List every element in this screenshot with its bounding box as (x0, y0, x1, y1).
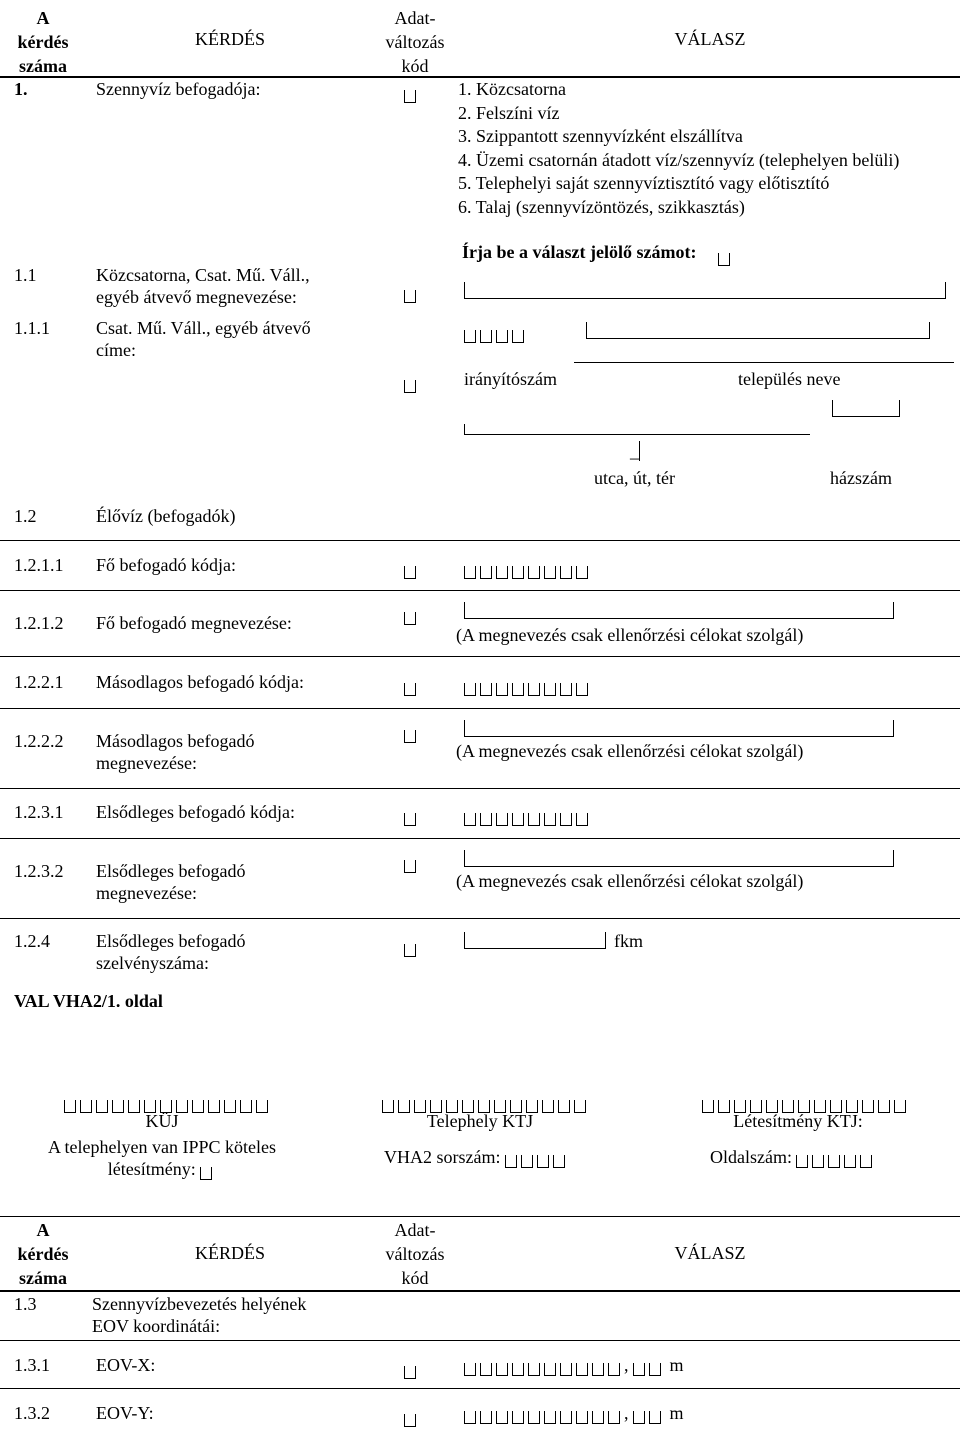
option: 3. Szippantott szennyvízként elszállítva (458, 126, 743, 146)
control-note: (A megnevezés csak ellenőrzési célokat szolgál) (456, 625, 804, 645)
name-field[interactable] (464, 602, 894, 619)
change-code-box[interactable] (404, 722, 420, 743)
row-divider (0, 1388, 960, 1389)
name-field[interactable] (464, 282, 946, 299)
q-label: Elsődleges befogadó megnevezése: (96, 861, 246, 903)
header-col-question: KÉRDÉS (194, 29, 265, 49)
house-number-field[interactable] (832, 400, 900, 417)
change-code-box[interactable] (404, 805, 420, 826)
q-number: 1.2.2.2 (14, 731, 64, 751)
q-number: 1.3.2 (14, 1403, 50, 1423)
q-number: 1.2.4 (14, 931, 50, 951)
street-field[interactable] (464, 434, 810, 435)
change-code-box[interactable] (404, 604, 420, 625)
header-col-answer: VÁLASZ (674, 29, 746, 49)
eov-x-input[interactable]: , m (464, 1354, 684, 1376)
page-footer: VAL VHA2/1. oldal (14, 991, 163, 1011)
header-col-question: KÉRDÉS (194, 1243, 265, 1263)
q-number: 1.2.1.2 (14, 613, 64, 633)
q-label: Közcsatorna, Csat. Mű. Váll., egyéb átvevő megnevezése: (96, 265, 310, 307)
q-label: Fő befogadó kódja: (96, 555, 236, 575)
control-note: (A megnevezés csak ellenőrzési célokat szolgál) (456, 871, 804, 891)
control-note: (A megnevezés csak ellenőrzési célokat szolgál) (456, 741, 804, 761)
city-field[interactable] (586, 322, 930, 339)
row-divider (0, 788, 960, 789)
house-label: házszám (830, 468, 892, 488)
zip-label: irányítószám (464, 369, 557, 389)
q-label: Fő befogadó megnevezése: (96, 613, 292, 633)
row-divider (0, 838, 960, 839)
q1-options (458, 78, 899, 219)
change-code-box[interactable] (404, 372, 420, 393)
change-code-box[interactable] (404, 282, 420, 303)
ippc-label: A telephelyen van IPPC köteles létesítmény: (48, 1137, 276, 1179)
unit-label: fkm (614, 931, 643, 951)
q-number: 1.3.1 (14, 1355, 50, 1375)
change-code-box[interactable] (404, 675, 420, 696)
change-code-box[interactable] (404, 852, 420, 873)
street-marker: _ (630, 441, 639, 461)
q-number: 1.2.1.1 (14, 555, 64, 575)
option: 6. Talaj (szennyvízöntözés, szikkasztás) (458, 196, 745, 217)
row-divider (0, 656, 960, 657)
q-number: 1. (14, 79, 28, 99)
q-label: EOV-X: (96, 1355, 156, 1375)
q-label: Szennyvízbevezetés helyének EOV koordinátái: (92, 1294, 307, 1336)
option: 4. Üzemi csatornán átadott víz/szennyvíz (telephelyen belüli) (458, 149, 900, 170)
letesitmeny-label: Létesítmény KTJ: (733, 1111, 863, 1131)
name-field[interactable] (464, 850, 894, 867)
header-col-change-code: Adat- változás kód (385, 1220, 445, 1288)
city-label: település neve (738, 369, 841, 389)
change-code-box[interactable] (404, 558, 420, 579)
vha2-boxes[interactable] (505, 1146, 569, 1168)
row-divider (0, 590, 960, 591)
q-number: 1.3 (14, 1294, 37, 1314)
row-divider (0, 918, 960, 919)
telephely-label: Telephely KTJ (426, 1111, 534, 1131)
oldal-boxes[interactable] (796, 1146, 876, 1168)
q-number: 1.2.3.2 (14, 861, 64, 881)
row-divider (0, 540, 960, 541)
kuj-label: KÜJ (145, 1111, 179, 1131)
section-number-field[interactable] (464, 932, 606, 949)
q-label: Másodlagos befogadó kódja: (96, 672, 304, 692)
header-col-answer: VÁLASZ (674, 1243, 746, 1263)
change-code-box[interactable] (404, 1358, 420, 1379)
header-divider (0, 1290, 960, 1292)
divider (464, 424, 465, 434)
q-number: 1.2 (14, 506, 37, 526)
oldal-label: Oldalszám: (710, 1146, 876, 1168)
zip-boxes[interactable] (464, 322, 528, 343)
ippc-box[interactable] (200, 1167, 212, 1180)
eov-y-input[interactable]: , m (464, 1402, 684, 1424)
row-divider (0, 708, 960, 709)
code-boxes[interactable] (464, 805, 592, 826)
vha2-label: VHA2 sorszám: (384, 1146, 569, 1168)
q-label: Elsődleges befogadó kódja: (96, 802, 295, 822)
code-boxes[interactable] (464, 675, 592, 696)
q-number: 1.1.1 (14, 318, 50, 338)
q-number: 1.2.2.1 (14, 672, 64, 692)
q-label: Másodlagos befogadó megnevezése: (96, 731, 255, 773)
q-number: 1.1 (14, 265, 37, 285)
row-divider (0, 1340, 960, 1341)
change-code-box[interactable] (404, 82, 420, 103)
header-col-change-code: Adat- változás kód (385, 8, 445, 76)
header-col-number: A kérdés száma (17, 8, 69, 76)
street-label: utca, út, tér (594, 468, 675, 488)
divider (574, 362, 954, 363)
name-field[interactable] (464, 720, 894, 737)
answer-instruction: Írja be a választ jelölő számot: (462, 242, 697, 262)
header-col-number: A kérdés száma (17, 1220, 69, 1288)
option: 2. Felszíni víz (458, 102, 560, 123)
change-code-box[interactable] (404, 1406, 420, 1427)
option: 1. Közcsatorna (458, 79, 566, 99)
change-code-box[interactable] (404, 936, 420, 957)
q-label: Elsődleges befogadó szelvényszáma: (96, 931, 246, 973)
answer-box[interactable] (718, 245, 734, 266)
q-number: 1.2.3.1 (14, 802, 64, 822)
q-label: Élővíz (befogadók) (96, 506, 236, 526)
q-label: EOV-Y: (96, 1403, 154, 1423)
header-top-line (0, 1216, 960, 1217)
q-label: Csat. Mű. Váll., egyéb átvevő címe: (96, 318, 311, 360)
option: 5. Telephelyi saját szennyvíztisztító vagy előtisztító (458, 173, 830, 193)
code-boxes[interactable] (464, 558, 592, 579)
q-label: Szennyvíz befogadója: (96, 79, 261, 99)
